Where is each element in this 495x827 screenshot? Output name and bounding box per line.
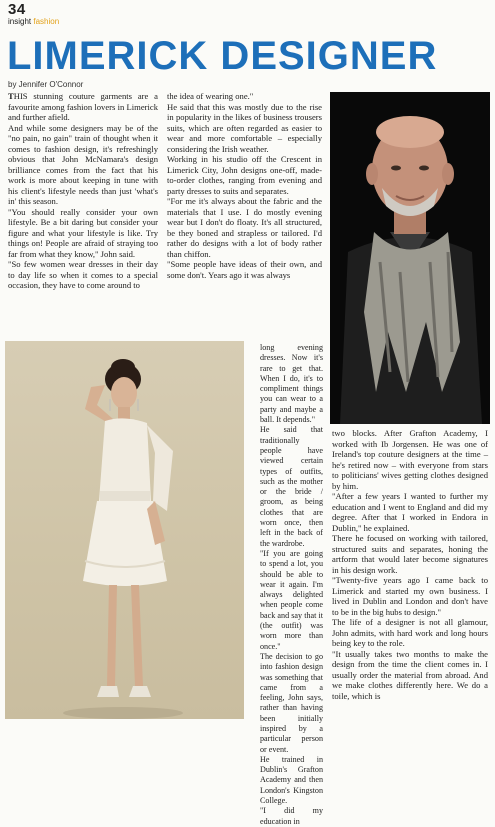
article-title: LIMERICK DESIGNER (7, 34, 438, 78)
section-insight: insight (8, 17, 32, 26)
section-fashion: fashion (33, 17, 60, 26)
paragraph: He said that traditionally people have viewed certain types of outfits, such as the mother or the bride / groom, as being clothes that are worn once, then left in the back of the wardrobe. (260, 425, 323, 548)
paragraph: "For me it's always about the fabric and the materials that I use. I do mostly evening wear but I don't do floaty. It's all structured, be they boned and strapless or tailored. I'd rather do designs with a lot of body rather than chiffon. (167, 196, 322, 259)
paragraph: Working in his studio off the Crescent in Limerick City, John designs one-off, made-to-order clothes, ranging from evening and party dresses to suits and separates. (167, 154, 322, 196)
column-2-bottom (260, 343, 323, 827)
model-illustration (5, 341, 244, 719)
column-1 (8, 91, 158, 291)
paragraph: There he focused on working with tailored, structured suits and separates, honing the artform that would later become signatures in his design work. (332, 533, 488, 575)
paragraph: "It usually takes two months to make the design from the time the client comes in. I usually order the material from abroad. And we make clothes differently here. We do a toile, which is (332, 648, 488, 701)
page-header (8, 2, 59, 26)
paragraph: "I did my education in (260, 806, 323, 826)
paragraph: "Twenty-five years ago I came back to Limerick and started my own business. I lived in Dublin and London and don't have to be in the big hubs to design." (332, 575, 488, 617)
paragraph: He said that this was mostly due to the rise in popularity in the likes of business trousers suits, which are often regarded as easier to wear and more comfortable – especially considering the Irish weather. (167, 101, 322, 154)
paragraph: "After a few years I wanted to further my education and I went to England and did my degree. After that I worked in Endora in Dublin," he explained. (332, 491, 488, 533)
byline: by Jennifer O'Connor (8, 80, 84, 89)
paragraph: "So few women wear dresses in their day to day life so when it comes to a special occasion, they have to come around to (8, 259, 158, 290)
drop-cap: T (8, 91, 14, 101)
designer-portrait (330, 92, 490, 424)
paragraph: He trained in Dublin's Grafton Academy and then London's Kingston College. (260, 754, 323, 806)
column-3 (332, 428, 488, 701)
paragraph: "Some people have ideas of their own, and some don't. Years ago it was always (167, 259, 322, 280)
paragraph: "If you are going to spend a lot, you should be able to wear it again. I'm always delighted when people come back and say that it (the outfit) was worn more than once." (260, 548, 323, 651)
page-number: 34 (8, 1, 26, 18)
paragraph: "You should really consider your own lifestyle. Be a bit daring but consider your figure and what your lifestyle is like. Try things on! People are afraid of straying too far from what they know," John said. (8, 206, 158, 259)
paragraph: THIS stunning couture garments are a favourite among fashion lovers in Limerick and further afield. (8, 91, 158, 122)
paragraph: two blocks. After Grafton Academy, I worked with Ib Jorgensen. He was one of Ireland's top couture designers at the time – he's retired now – with everyone from stars to politicians' wives getting clothes designed by him. (332, 428, 488, 491)
model-photo (5, 341, 244, 719)
paragraph: long evening dresses. Now it's rare to get that. When I do, it's to compliment things you can wear to a party and maybe a ball. It depends." (260, 343, 323, 425)
paragraph: the idea of wearing one." (167, 91, 254, 101)
section-label (8, 17, 59, 26)
paragraph: The life of a designer is not all glamour, John admits, with hard work and long hours being key to the role. (332, 617, 488, 648)
paragraph: The decision to go into fashion design was something that came from a feeling, John says, rather than having been initially inspired by a particular person or event. (260, 651, 323, 754)
paragraph: And while some designers may be of the "no pain, no gain" train of thought when it comes to fashion design, it's refreshingly obvious that John McNamara's design brilliance comes from the fact that his work is more about keeping in tune with his client's lifestyle needs than just 'what's in' this season. (8, 122, 158, 206)
designer-illustration (330, 92, 490, 424)
column-2-top (167, 91, 322, 280)
